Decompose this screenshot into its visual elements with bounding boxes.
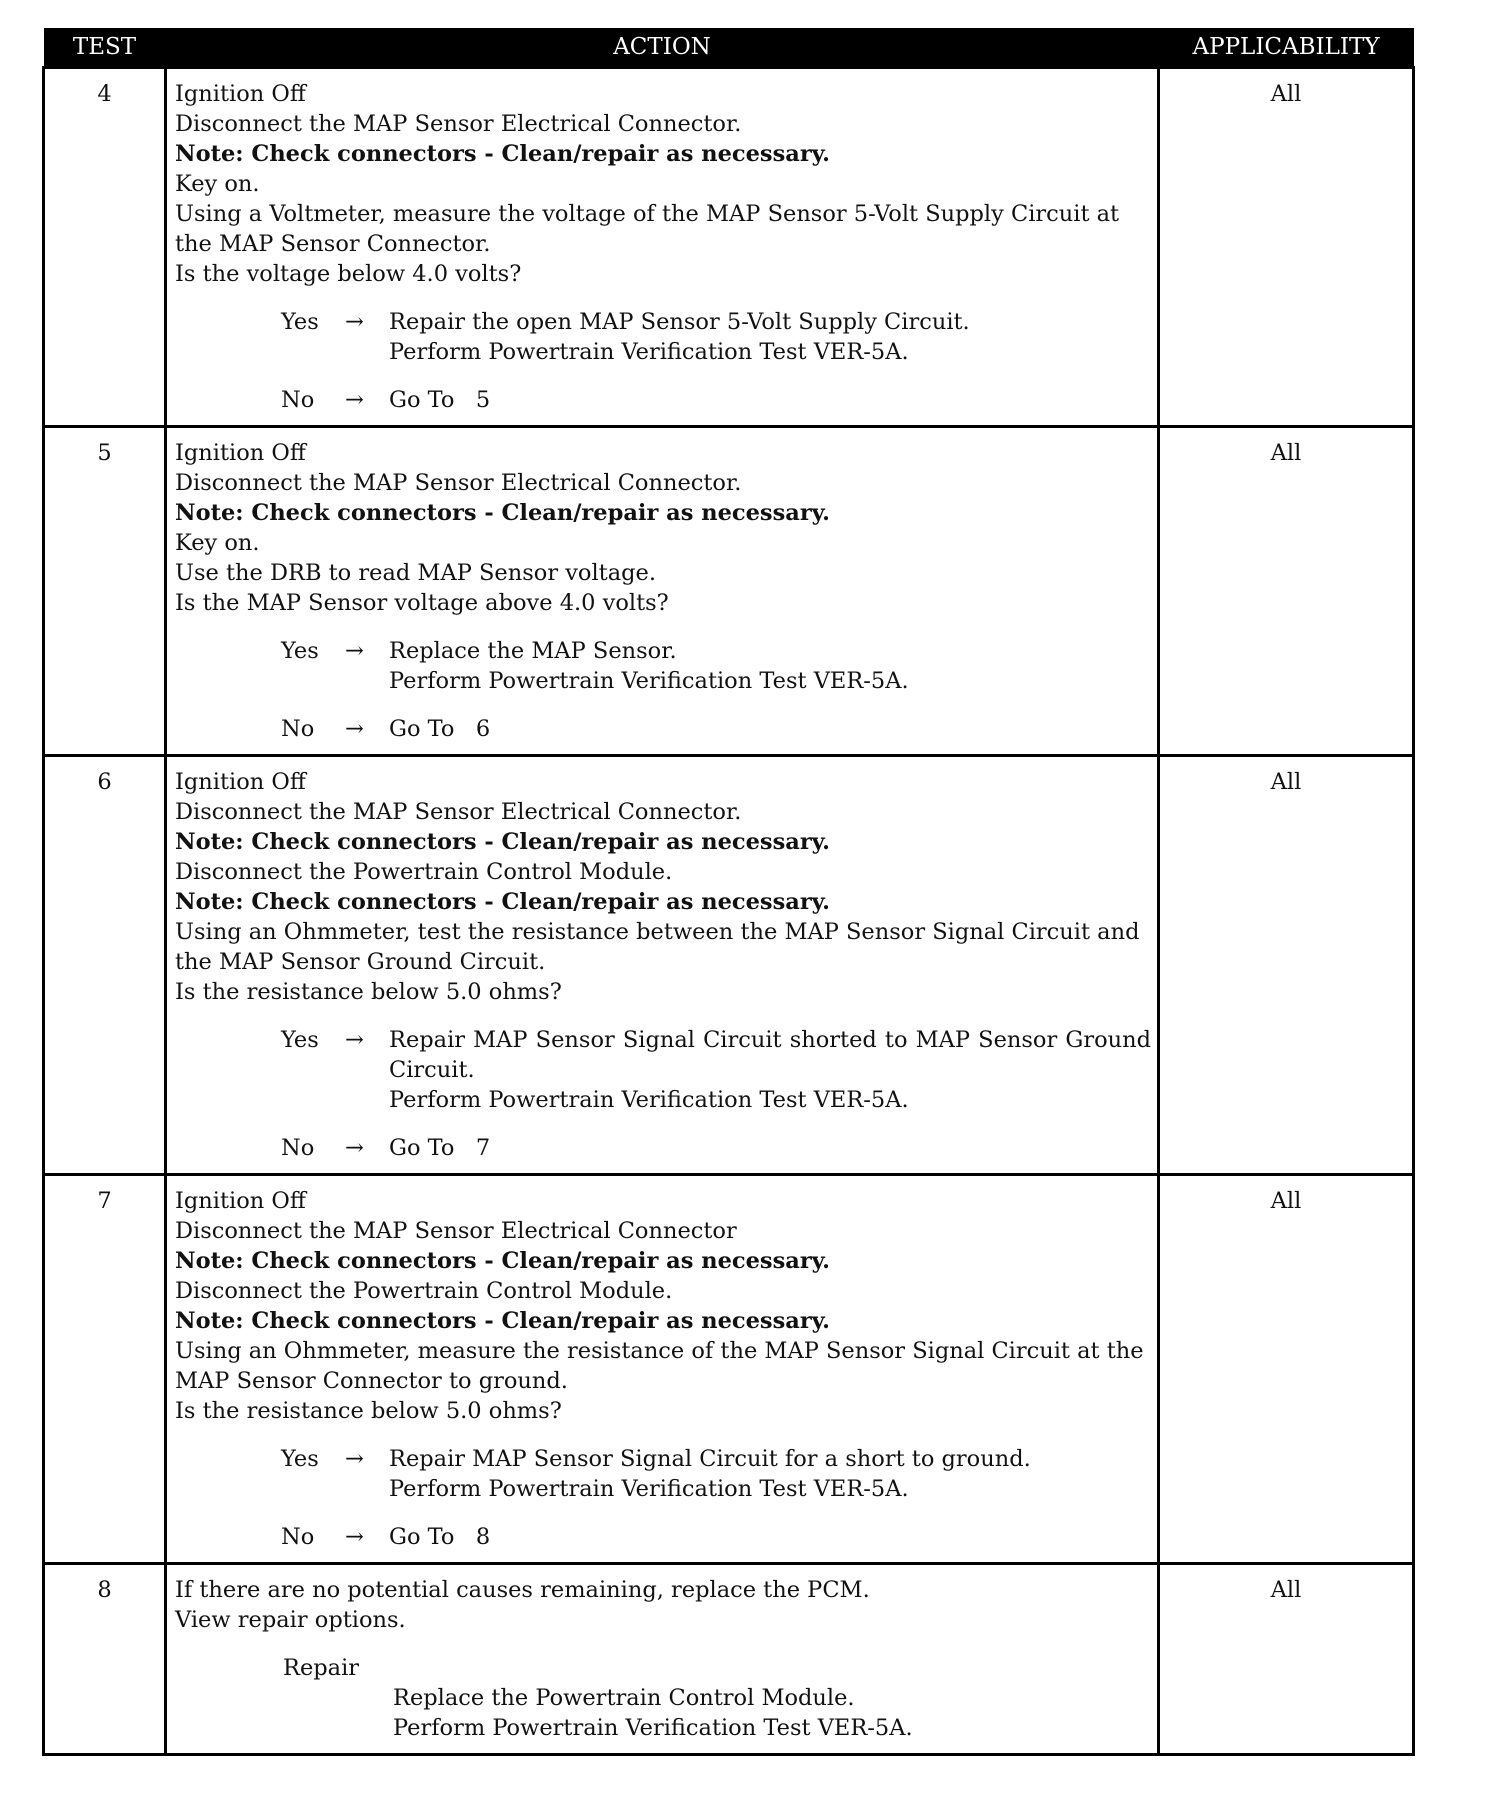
header-applicability: APPLICABILITY bbox=[1159, 28, 1414, 68]
repair-label: Repair bbox=[283, 1655, 360, 1681]
action-note: Note: Check connectors - Clean/repair as necessary. bbox=[175, 500, 830, 526]
action-cell bbox=[166, 1175, 1159, 1564]
applicability-value: All bbox=[1159, 68, 1414, 427]
test-number: 4 bbox=[44, 68, 166, 427]
test-number: 5 bbox=[44, 427, 166, 756]
action-line: Key on. bbox=[175, 530, 260, 556]
no-result: Go To 8 bbox=[389, 1524, 491, 1550]
yes-label: Yes bbox=[281, 309, 319, 335]
table-body bbox=[44, 68, 1414, 1755]
action-line: Using a Voltmeter, measure the voltage of the MAP Sensor 5-Volt Supply Circuit at the MAP Sensor Connector. bbox=[175, 201, 1120, 257]
action-line: Ignition Off bbox=[175, 769, 306, 795]
yes-branch bbox=[281, 1444, 1151, 1504]
action-line: Use the DRB to read MAP Sensor voltage. bbox=[175, 560, 657, 586]
no-label: No bbox=[281, 716, 315, 742]
repair-result bbox=[393, 1683, 1151, 1743]
right-arrow-icon: → bbox=[345, 1135, 364, 1161]
action-line: Using an Ohmmeter, measure the resistance of the MAP Sensor Signal Circuit at the MAP Sensor Connector to ground. bbox=[175, 1338, 1144, 1394]
no-branch bbox=[281, 1522, 1151, 1552]
repair-result-line: Perform Powertrain Verification Test VER-5A. bbox=[393, 1715, 913, 1741]
action-line: Disconnect the Powertrain Control Module. bbox=[175, 1278, 673, 1304]
diagnostic-test-table bbox=[42, 28, 1415, 1756]
header-action: ACTION bbox=[166, 28, 1159, 68]
action-line: Disconnect the MAP Sensor Electrical Connector. bbox=[175, 111, 742, 137]
yes-branch bbox=[281, 1025, 1151, 1115]
no-branch bbox=[281, 714, 1151, 744]
action-note: Note: Check connectors - Clean/repair as necessary. bbox=[175, 141, 830, 167]
test-number: 6 bbox=[44, 756, 166, 1175]
table-header-row bbox=[44, 28, 1414, 68]
right-arrow-icon: → bbox=[345, 1446, 364, 1472]
no-branch bbox=[281, 385, 1151, 415]
yes-result bbox=[389, 636, 1151, 696]
action-note: Note: Check connectors - Clean/repair as necessary. bbox=[175, 889, 830, 915]
action-cell bbox=[166, 756, 1159, 1175]
yes-branch bbox=[281, 307, 1151, 367]
right-arrow-icon: → bbox=[345, 1524, 364, 1550]
yes-label: Yes bbox=[281, 1027, 319, 1053]
yes-result-line: Perform Powertrain Verification Test VER-5A. bbox=[389, 339, 909, 365]
applicability-value: All bbox=[1159, 427, 1414, 756]
action-line: Using an Ohmmeter, test the resistance between the MAP Sensor Signal Circuit and the MAP Sensor Ground Circuit. bbox=[175, 919, 1140, 975]
yes-result-line: Perform Powertrain Verification Test VER-5A. bbox=[389, 1476, 909, 1502]
action-line: Ignition Off bbox=[175, 440, 306, 466]
no-result: Go To 6 bbox=[389, 716, 491, 742]
action-line: Ignition Off bbox=[175, 1188, 306, 1214]
table-row bbox=[44, 1175, 1414, 1564]
action-line: Disconnect the MAP Sensor Electrical Connector. bbox=[175, 799, 742, 825]
action-line: Ignition Off bbox=[175, 81, 306, 107]
table-row bbox=[44, 68, 1414, 427]
action-note: Note: Check connectors - Clean/repair as necessary. bbox=[175, 1248, 830, 1274]
yes-result-line: Repair MAP Sensor Signal Circuit for a short to ground. bbox=[389, 1446, 1031, 1472]
action-line: Disconnect the MAP Sensor Electrical Connector. bbox=[175, 470, 742, 496]
yes-result-line: Replace the MAP Sensor. bbox=[389, 638, 677, 664]
no-result: Go To 7 bbox=[389, 1135, 491, 1161]
action-line: View repair options. bbox=[175, 1607, 406, 1633]
action-line: Disconnect the MAP Sensor Electrical Connector bbox=[175, 1218, 737, 1244]
action-question: Is the voltage below 4.0 volts? bbox=[175, 261, 522, 287]
yes-label: Yes bbox=[281, 638, 319, 664]
action-line: Disconnect the Powertrain Control Module. bbox=[175, 859, 673, 885]
action-line: If there are no potential causes remaining, replace the PCM. bbox=[175, 1577, 870, 1603]
yes-result-line: Repair the open MAP Sensor 5-Volt Supply Circuit. bbox=[389, 309, 970, 335]
action-note: Note: Check connectors - Clean/repair as necessary. bbox=[175, 829, 830, 855]
action-cell bbox=[166, 1564, 1159, 1755]
no-branch bbox=[281, 1133, 1151, 1163]
action-question: Is the resistance below 5.0 ohms? bbox=[175, 979, 562, 1005]
test-number: 8 bbox=[44, 1564, 166, 1755]
applicability-value: All bbox=[1159, 756, 1414, 1175]
action-line: Key on. bbox=[175, 171, 260, 197]
diagnostic-test-document bbox=[42, 28, 1412, 1756]
applicability-value: All bbox=[1159, 1564, 1414, 1755]
action-question: Is the MAP Sensor voltage above 4.0 volts? bbox=[175, 590, 669, 616]
right-arrow-icon: → bbox=[345, 309, 364, 335]
no-label: No bbox=[281, 1524, 315, 1550]
no-label: No bbox=[281, 387, 315, 413]
yes-result bbox=[389, 1025, 1151, 1115]
action-note: Note: Check connectors - Clean/repair as necessary. bbox=[175, 1308, 830, 1334]
action-question: Is the resistance below 5.0 ohms? bbox=[175, 1398, 562, 1424]
right-arrow-icon: → bbox=[345, 1027, 364, 1053]
no-result: Go To 5 bbox=[389, 387, 491, 413]
applicability-value: All bbox=[1159, 1175, 1414, 1564]
right-arrow-icon: → bbox=[345, 387, 364, 413]
yes-label: Yes bbox=[281, 1446, 319, 1472]
action-cell bbox=[166, 68, 1159, 427]
repair-result-line: Replace the Powertrain Control Module. bbox=[393, 1685, 855, 1711]
yes-result bbox=[389, 307, 1151, 367]
action-cell bbox=[166, 427, 1159, 756]
yes-branch bbox=[281, 636, 1151, 696]
table-row bbox=[44, 1564, 1414, 1755]
yes-result-line: Repair MAP Sensor Signal Circuit shorted to MAP Sensor Ground Circuit. bbox=[389, 1027, 1151, 1083]
right-arrow-icon: → bbox=[345, 638, 364, 664]
yes-result-line: Perform Powertrain Verification Test VER-5A. bbox=[389, 668, 909, 694]
test-number: 7 bbox=[44, 1175, 166, 1564]
table-row bbox=[44, 427, 1414, 756]
table-row bbox=[44, 756, 1414, 1175]
header-test: TEST bbox=[44, 28, 166, 68]
right-arrow-icon: → bbox=[345, 716, 364, 742]
yes-result bbox=[389, 1444, 1151, 1504]
no-label: No bbox=[281, 1135, 315, 1161]
yes-result-line: Perform Powertrain Verification Test VER-5A. bbox=[389, 1087, 909, 1113]
